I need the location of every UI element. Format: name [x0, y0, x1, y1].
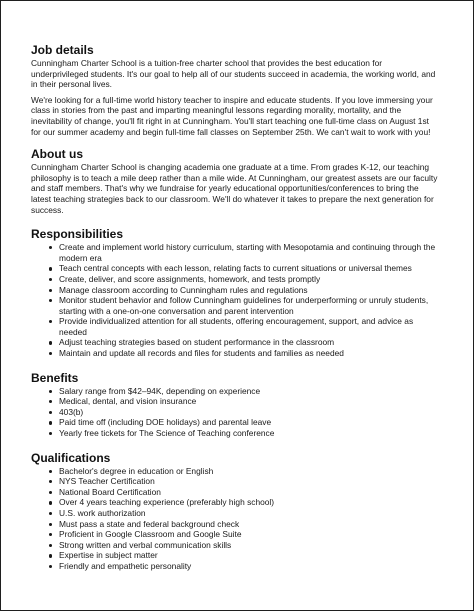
qualification-item: Bachelor's degree in education or English: [49, 466, 441, 477]
benefit-item: 403(b): [49, 407, 441, 418]
benefits-list: [31, 386, 441, 439]
responsibility-item: Create and implement world history curriculum, starting with Mesopotamia and continuing through the modern era: [49, 242, 441, 263]
responsibilities-section: [31, 227, 441, 359]
responsibility-item: Manage classroom according to Cunningham rules and regulations: [49, 285, 441, 296]
about-us-section: [31, 147, 441, 215]
qualification-item: Over 4 years teaching experience (preferably high school): [49, 497, 441, 508]
responsibility-item: Provide individualized attention for all students, offering encouragement, support, and advice as needed: [49, 316, 441, 337]
qualification-item: Proficient in Google Classroom and Google Suite: [49, 529, 441, 540]
responsibility-item: Monitor student behavior and follow Cunningham guidelines for underperforming or unruly students, starting with a one-on-one conversation and parent intervention: [49, 295, 441, 316]
qualification-item: Expertise in subject matter: [49, 550, 441, 561]
benefits-heading: Benefits: [31, 370, 79, 385]
benefits-section: [31, 371, 441, 439]
responsibility-item: Create, deliver, and score assignments, homework, and tests promptly: [49, 274, 441, 285]
job-details-paragraph-2: We're looking for a full-time world history teacher to inspire and educate students. If you love immersing your class in stories from the past and imparting meaningful lessons regarding morality, mortality, and the inevitability of change, you'll fit right in at Cunningham. You'll start teaching one full-time class on August 1st for our summer academy and begin full-time fall classes on September 25th. We can't wait to work with you!: [31, 94, 433, 137]
job-details-heading: Job details: [31, 43, 94, 57]
about-us-paragraph: Cunningham Charter School is changing academia one graduate at a time. From grades K-12, our teaching philosophy is to teach a mile deep rather than a mile wide. At Cunningham, our greatest assets are our faculty and staff members. That's why we fundraise for yearly educational opportunities/conferences to bring the latest teaching strategies back to our classroom. We'll do whatever it takes to prepare the next generation for success.: [31, 162, 438, 215]
responsibilities-heading: Responsibilities: [31, 227, 124, 242]
about-us-heading: About us: [31, 147, 83, 162]
responsibility-item: Adjust teaching strategies based on student performance in the classroom: [49, 337, 441, 348]
qualification-item: NYS Teacher Certification: [49, 476, 441, 487]
job-details-paragraph-1: Cunningham Charter School is a tuition-free charter school that provides the best education for underprivileged students. It's our goal to help all of our students succeed in academia, the working world, and in their personal lives.: [31, 58, 436, 90]
responsibility-item: Teach central concepts with each lesson, relating facts to current situations or universal themes: [49, 263, 441, 274]
benefit-item: Paid time off (including DOE holidays) and parental leave: [49, 417, 441, 428]
benefit-item: Medical, dental, and vision insurance: [49, 396, 441, 407]
responsibilities-list: [31, 242, 441, 359]
qualifications-list: [31, 466, 441, 572]
qualification-item: Must pass a state and federal background check: [49, 519, 441, 530]
qualification-item: U.S. work authorization: [49, 508, 441, 519]
qualification-item: National Board Certification: [49, 487, 441, 498]
qualifications-heading: Qualifications: [31, 450, 111, 465]
benefit-item: Yearly free tickets for The Science of Teaching conference: [49, 428, 441, 439]
responsibility-item: Maintain and update all records and files for students and families as needed: [49, 348, 441, 359]
qualification-item: Strong written and verbal communication skills: [49, 540, 441, 551]
qualifications-section: [31, 451, 441, 572]
job-details-section: [31, 43, 441, 137]
benefit-item: Salary range from $42–94K, depending on experience: [49, 386, 441, 397]
qualification-item: Friendly and empathetic personality: [49, 561, 441, 572]
